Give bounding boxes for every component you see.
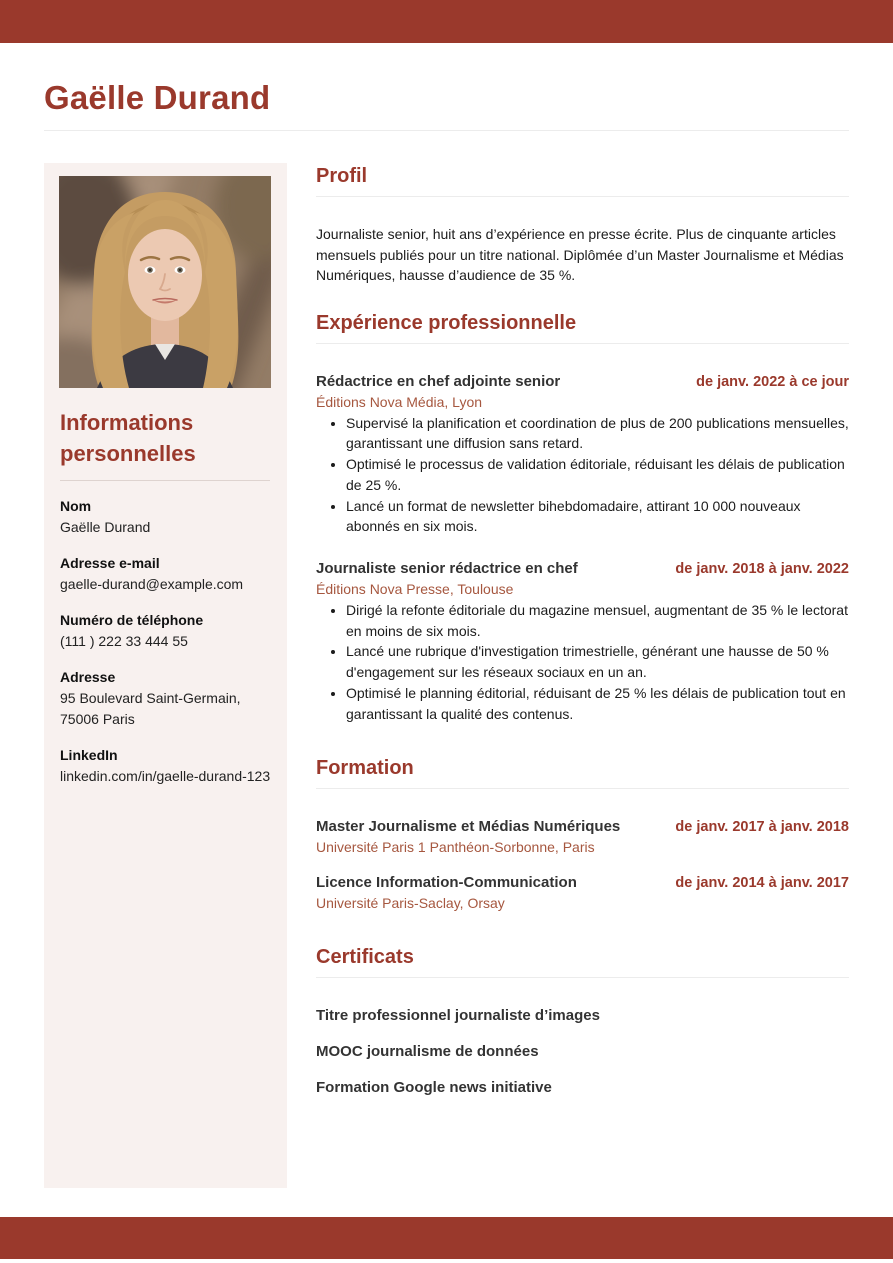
field-label: Nom: [60, 498, 92, 514]
field-nom: [60, 496, 271, 538]
field-telephone: [60, 610, 271, 652]
certificate-item: Titre professionnel journaliste d’images: [316, 1007, 600, 1025]
degree-date: de janv. 2014 à janv. 2017: [675, 875, 849, 892]
profil-text: Journaliste senior, huit ans d’expérience en presse écrite. Plus de cinquante articles mensuels publiés pour un titre national. Diplômée d’un Master Journalisme et Médias Numériques, hausse d’audience de 35 %.: [316, 226, 844, 284]
field-email: [60, 553, 271, 595]
job-title: Journaliste senior rédactrice en chef: [316, 560, 578, 577]
job-date: de janv. 2022 à ce jour: [696, 373, 849, 390]
entry-head: [316, 817, 849, 837]
field-value: Gaëlle Durand: [60, 519, 151, 535]
section-heading-formation: Formation: [316, 755, 849, 789]
section-experience: [316, 310, 849, 724]
bottom-accent-bar: [0, 1217, 893, 1259]
main-content: [316, 163, 849, 1098]
bullet-item: • Supervisé la planification et coordination de plus de 200 publications mensuelles, garantissant une diffusion sans retard.: [346, 413, 849, 454]
bullet-item: • Dirigé la refonte éditoriale du magazine mensuel, augmentant de 35 % le lectorat en moins de six mois.: [346, 600, 849, 641]
bullet-item: • Lancé un format de newsletter bihebdomadaire, attirant 10 000 nouveaux abonnés en six mois.: [346, 496, 849, 537]
sidebar-heading: Informations personnelles: [60, 410, 196, 466]
section-heading-profil: Profil: [316, 163, 849, 197]
top-accent-bar: [0, 0, 893, 43]
experience-entry: [316, 559, 849, 724]
field-value: gaelle-durand@example.com: [60, 576, 244, 592]
job-company: Éditions Nova Presse, Toulouse: [316, 581, 514, 597]
experience-entry: [316, 372, 849, 537]
field-value: linkedin.com/in/gaelle-durand-123: [60, 768, 271, 784]
job-date: de janv. 2018 à janv. 2022: [675, 561, 849, 577]
portrait-image: [59, 176, 271, 388]
degree-title: Licence Information-Communication: [316, 874, 577, 892]
degree-school: Université Paris 1 Panthéon-Sorbonne, Paris: [316, 839, 595, 856]
field-label: Adresse e-mail: [60, 555, 160, 571]
certificate-item: MOOC journalisme de données: [316, 1043, 539, 1061]
bullet-item: • Lancé une rubrique d'investigation trimestrielle, générant une hausse de 50 % d'engagement sur les réseaux sociaux en un an.: [346, 641, 849, 682]
section-heading-experience: Expérience professionnelle: [316, 310, 849, 344]
entry-head: [316, 372, 849, 392]
field-value: 95 Boulevard Saint-Germain, 75006 Paris: [60, 690, 241, 727]
sidebar-divider: [60, 480, 270, 481]
entry-head: [316, 873, 849, 893]
formation-entry: [316, 817, 849, 857]
bullet-item: • Optimisé le planning éditorial, réduisant de 25 % les délais de publication tout en garantissant la qualité des contenus.: [346, 683, 849, 724]
profile-photo: [59, 176, 271, 388]
title-divider: [44, 130, 849, 131]
job-title: Rédactrice en chef adjointe senior: [316, 372, 561, 390]
job-bullets: [316, 413, 849, 537]
job-bullets: [316, 600, 849, 724]
degree-title: Master Journalisme et Médias Numériques: [316, 818, 621, 836]
section-certificats: [316, 944, 849, 1098]
section-formation: [316, 755, 849, 913]
field-value: (111 ) 222 33 444 55: [60, 633, 188, 649]
formation-entry: [316, 873, 849, 913]
section-heading-certificats: Certificats: [316, 944, 849, 978]
entry-head: [316, 559, 849, 579]
field-label: Adresse: [60, 669, 116, 685]
field-linkedin: [60, 745, 271, 787]
sidebar: [44, 163, 287, 1188]
job-company: Éditions Nova Média, Lyon: [316, 393, 483, 410]
degree-date: de janv. 2017 à janv. 2018: [675, 819, 849, 836]
degree-school: Université Paris-Saclay, Orsay: [316, 895, 505, 912]
bullet-item: • Optimisé le processus de validation éditoriale, réduisant les délais de publication de 25 %.: [346, 454, 849, 495]
certificate-item: Formation Google news initiative: [316, 1079, 552, 1097]
field-label: Numéro de téléphone: [60, 612, 204, 628]
section-profil: [316, 163, 849, 286]
field-label: LinkedIn: [60, 747, 118, 763]
page-title: Gaëlle Durand: [44, 79, 271, 116]
field-adresse: [60, 667, 271, 730]
